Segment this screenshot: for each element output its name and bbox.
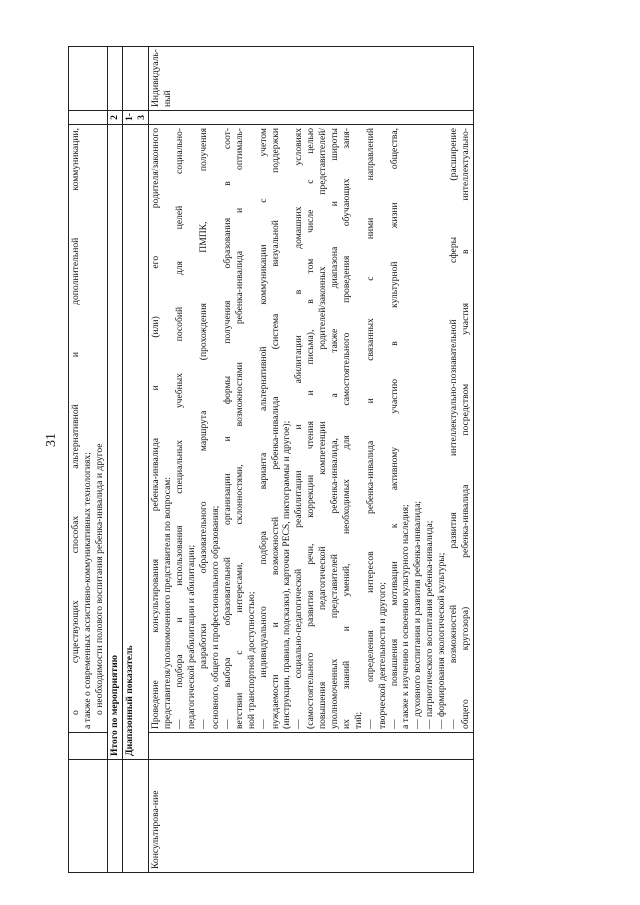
description-line: — повышения мотивации к активному участию в культурной жизни общества, (388, 128, 400, 729)
description-line: основного, общего и профессионального образования; (209, 505, 221, 729)
description-line: — выбора образовательной организации и формы получения образования в соот- (221, 128, 233, 729)
description-line: — подбора и использования специальных учебных пособий для целей социально- (174, 128, 186, 729)
rotated-table-page (68, 47, 576, 873)
service-description (149, 125, 473, 733)
description-line: нуждаемости и возможностей ребенка-инвалида (система визуальной поддержки (269, 128, 281, 729)
table-row (122, 47, 149, 873)
range-label: Диапазонный показатель (122, 125, 149, 760)
description-line: а также к изучению и освоению культурного наследия; (400, 504, 412, 729)
description-line: (самостоятельного развития речи, коррекции чтения и письма), в том числе с целью (305, 128, 317, 729)
table-row (107, 47, 122, 873)
description-line: их знаний и умений, необходимых для самостоятельного проведения обучающих заня- (340, 128, 352, 729)
description-line: — разработки образовательного маршрута (прохождения ПМПК, получения (198, 128, 210, 729)
description-line: представителя/уполномоченного представителя по вопросам: (162, 477, 174, 729)
service-name: Консультирова-ние (149, 760, 473, 873)
description-line: педагогической реабилитации и абилитации; (186, 544, 198, 729)
description-line: — формирования экологической культуры; (436, 552, 448, 729)
total-value: 2 (107, 111, 122, 125)
description-line: творческой деятельности и другого; (376, 582, 388, 729)
description-line: общего кругозора) ребенка-инвалида посредством участия в интеллектуально- (460, 128, 471, 729)
description-line: — индивидуального подбора варианта альтернативной коммуникации с учетом (257, 128, 269, 729)
description-line: — возможностей развития интеллектуально-познавательной сферы (расширение (448, 128, 460, 729)
description-line: ветствии с интересами, склонностями, возможностями ребенка-инвалида и оптималь- (233, 128, 245, 729)
description-line: — социально-педагогической реабилитации и абилитации в домашних условиях (293, 128, 305, 729)
description-line: — патриотического воспитания ребенка-инвалида; (424, 520, 436, 729)
description-line: (инструкции, правила, подсказки), карточки PECS, пиктограммы и другое); (281, 420, 293, 729)
description-line: уполномоченных представителей ребенка-инвалида, а также диапазона и широты (329, 128, 341, 729)
description-cell (69, 125, 108, 733)
rehabilitation-table (68, 46, 474, 873)
total-label: Итого по мероприятию (107, 125, 122, 760)
description-line: Проведение консультирования ребенка-инвалида и (или) его родителя/законного (150, 128, 162, 729)
table-row (149, 47, 473, 873)
top-item: а также о современных ассистивно-коммуникативных технологиях; (81, 452, 93, 729)
top-item: о необходимости полового воспитания ребенка-инвалида и другое (93, 443, 105, 715)
service-type: Индивидуаль-ный (149, 47, 473, 111)
description-line: — определения интересов ребенка-инвалида и связанных с ними направлений (364, 128, 376, 729)
table-row (69, 47, 108, 873)
page-number: 31 (44, 433, 59, 447)
description-line: — духовного воспитания и развития ребенка-инвалида; (412, 500, 424, 729)
top-item: о существующих способах альтернативной и дополнительной коммуникации, (70, 128, 81, 715)
description-line: ной транспортной доступностью; (245, 591, 257, 729)
description-line: тий; (352, 711, 364, 729)
description-line: повышения педагогической компетенции родителей/законных представителей/ (317, 128, 329, 729)
range-value: 1-3 (122, 111, 149, 125)
